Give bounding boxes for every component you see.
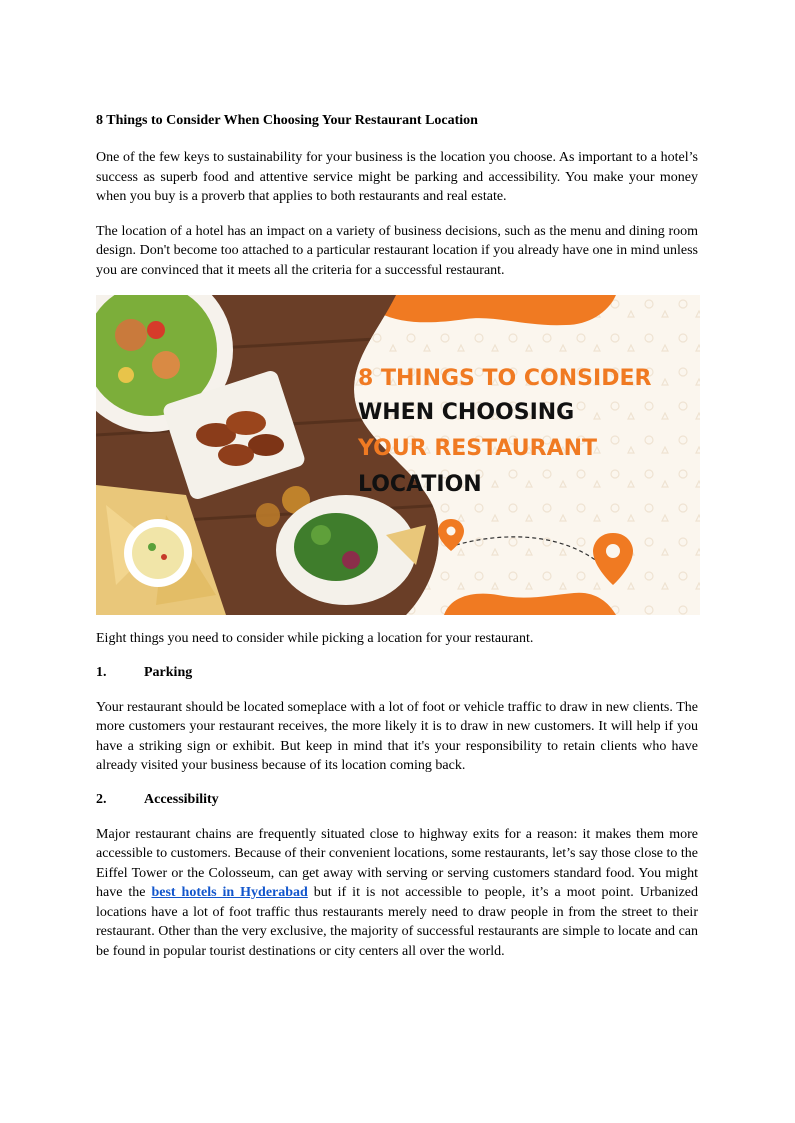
body-text: but if it is not accessible to people, it’s a moot point. Urbanized locations have a lot of foot traffic thus restaurants merely need to draw people in from the street to their restaurant. Other than the very exclusive, the majority of successful restaurants are simple to locate and can be found in popular tourist destinations or city centers all over the world.	[96, 885, 699, 959]
banner-heading-line-4: LOCATION	[358, 472, 482, 497]
document-content	[96, 112, 698, 976]
body-text: Major restaurant chains are frequently situated close to highway exits for a reason: it makes them more accessible to customers. Because of their convenient locations, some restaurants, let’s say those close to the Eiffel Tower or the Colosseum, can get away with serving or serving customers standard food. You might have the	[96, 826, 698, 900]
section-heading-parking	[96, 664, 698, 682]
section-body-accessibility	[96, 825, 698, 962]
intro-paragraph-1: One of the few keys to sustainability for your business is the location you choose. As important to a hotel’s success as superb food and attentive service might be parking and accessibility. You make your money when you buy is a proverb that applies to both restaurants and real estate.	[96, 150, 698, 204]
section-number: 1.	[96, 664, 107, 680]
banner-heading-line-2: WHEN CHOOSING	[358, 400, 575, 425]
section-number: 2.	[96, 791, 107, 807]
best-hotels-link[interactable]: best hotels in Hyderabad	[151, 885, 308, 900]
banner-heading-line-3: YOUR RESTAURANT	[358, 436, 598, 461]
banner-heading-line-1: 8 THINGS TO CONSIDER	[358, 366, 652, 391]
lead-in-paragraph: Eight things you need to consider while picking a location for your restaurant.	[96, 631, 534, 646]
section-body-parking: Your restaurant should be located someplace with a lot of foot or vehicle traffic to draw in new clients. The more customers your restaurant receives, the more likely it is to draw in new customers. It will help if you have a striking sign or exhibit. But keep in mind that it's your responsibility to retain clients who have already visited your business because of its location coming back.	[96, 699, 698, 773]
intro-paragraph-2: The location of a hotel has an impact on a variety of business decisions, such as the menu and dining room design. Don't become too attached to a particular restaurant location if you already have one in mind unless you are convinced that it meets all the criteria for a successful restaurant.	[96, 223, 698, 278]
banner-image	[96, 295, 700, 615]
section-title: Parking	[144, 664, 193, 680]
section-heading-accessibility	[96, 791, 698, 809]
section-title: Accessibility	[144, 791, 219, 807]
document-title: 8 Things to Consider When Choosing Your Restaurant Location	[96, 113, 478, 128]
